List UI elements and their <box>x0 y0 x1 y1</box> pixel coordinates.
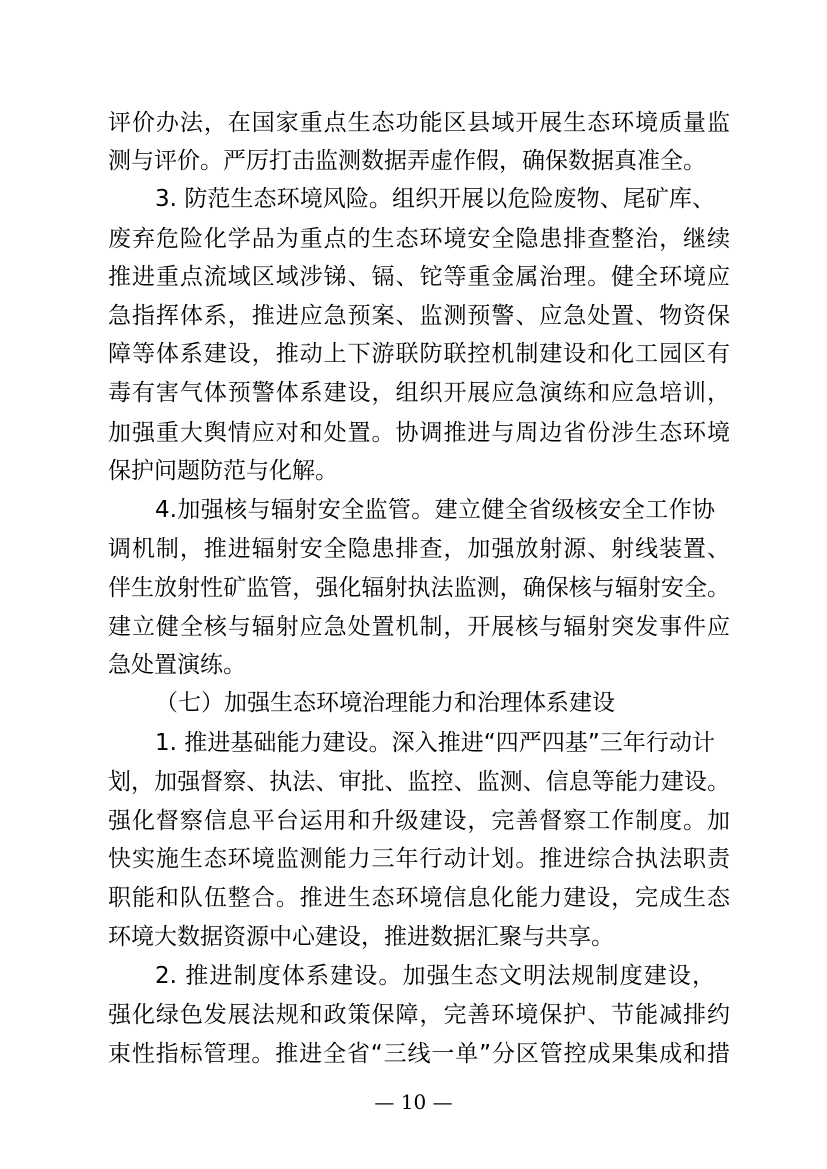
text-line: 束性指标管理。推进全省“三线一单”分区管控成果集成和措 <box>108 1041 730 1067</box>
text-line: 保护问题防范与化解。 <box>108 458 338 484</box>
text-line: 环境大数据资源中心建设，推进数据汇聚与共享。 <box>108 924 614 950</box>
text-line: 划，加强督察、执法、审批、监控、监测、信息等能力建设。 <box>108 769 730 795</box>
text-line: 强化绿色发展法规和政策保障，完善环境保护、节能减排约 <box>108 1002 730 1028</box>
text-line: 强化督察信息平台运用和升级建设，完善督察工作制度。加 <box>108 808 730 834</box>
chapter-heading: （七）加强生态环境治理能力和治理体系建设 <box>155 690 615 716</box>
text-line: 伴生放射性矿监管，强化辐射执法监测，确保核与辐射安全。 <box>108 575 730 601</box>
text-line: 快实施生态环境监测能力三年行动计划。推进综合执法职责 <box>108 846 730 872</box>
text-line: 毒有害气体预警体系建设，组织开展应急演练和应急培训， <box>108 380 730 406</box>
text-line: 评价办法，在国家重点生态功能区县域开展生态环境质量监 <box>108 110 730 136</box>
text-line: 职能和队伍整合。推进生态环境信息化能力建设，完成生态 <box>108 885 730 911</box>
text-line: 废弃危险化学品为重点的生态环境安全隐患排查整治，继续 <box>108 226 730 252</box>
section-heading-2: 2. 推进制度体系建设。加强生态文明法规制度建设， <box>155 963 715 989</box>
text-line: 急指挥体系，推进应急预案、监测预警、应急处置、物资保 <box>108 303 730 329</box>
text-line: 推进重点流域区域涉锑、镉、铊等重金属治理。健全环境应 <box>108 264 730 290</box>
text-line: 急处置演练。 <box>108 652 246 678</box>
section-heading-3: 3. 防范生态环境风险。组织开展以危险废物、尾矿库、 <box>155 186 715 212</box>
text-line: 调机制，推进辐射安全隐患排查，加强放射源、射线装置、 <box>108 536 730 562</box>
text-line: 障等体系建设，推动上下游联防联控机制建设和化工园区有 <box>108 341 730 367</box>
section-heading-4: 4.加强核与辐射安全监管。建立健全省级核安全工作协 <box>155 497 715 523</box>
text-line: 建立健全核与辐射应急处置机制，开展核与辐射突发事件应 <box>108 614 730 640</box>
page-number: — 10 — <box>374 1090 453 1114</box>
text-line: 测与评价。严厉打击监测数据弄虚作假，确保数据真准全。 <box>108 148 706 174</box>
section-heading-1: 1. 推进基础能力建设。深入推进“四严四基”三年行动计 <box>155 730 715 756</box>
text-line: 加强重大舆情应对和处置。协调推进与周边省份涉生态环境 <box>108 420 730 446</box>
